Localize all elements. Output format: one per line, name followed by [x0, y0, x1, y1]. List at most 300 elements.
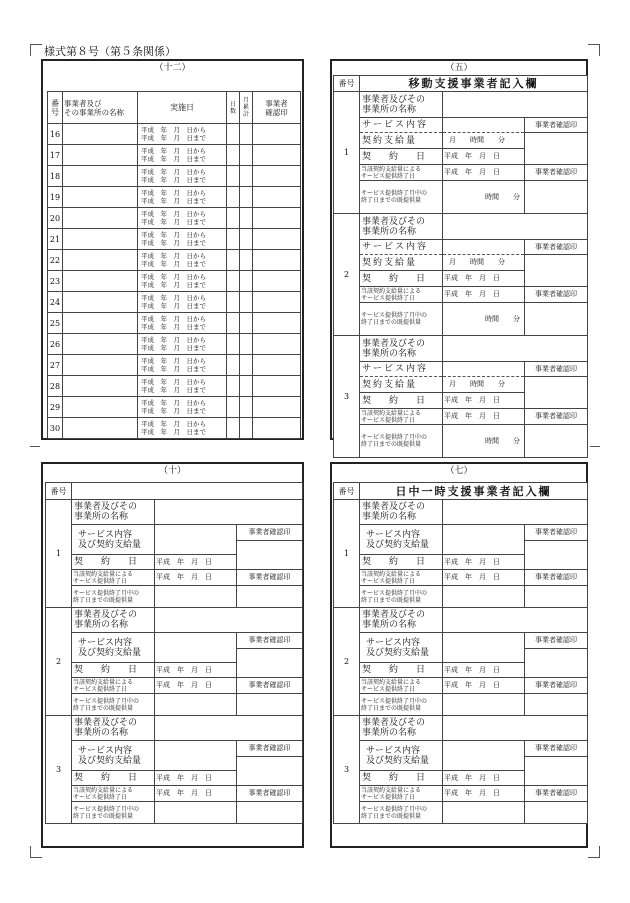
- days-cell[interactable]: [227, 334, 240, 355]
- used-amount-label: サービス提供終了月中の 終了日までの既提供量: [360, 802, 443, 824]
- provider-value[interactable]: [443, 92, 588, 118]
- contract-date-value[interactable]: 平成 年 月 日: [443, 393, 525, 409]
- contract-date-label: 契 約 日: [72, 771, 155, 786]
- provision-end-label: 当該契約支給量による サービス提供終了日: [360, 570, 443, 586]
- seal-cell[interactable]: [237, 802, 303, 824]
- contract-date-label: 契 約 日: [360, 771, 443, 786]
- entry-row: [46, 570, 303, 586]
- used-amount-value[interactable]: 時間 分: [443, 303, 525, 336]
- row-number: 29: [48, 397, 63, 418]
- date-to: 平成 年 月 日まで: [141, 281, 206, 289]
- service-value[interactable]: [443, 525, 525, 555]
- entry-row: [334, 608, 588, 633]
- used-amount-value[interactable]: [155, 586, 237, 608]
- provider-cell[interactable]: [63, 376, 138, 397]
- service-label: サービス内容: [360, 240, 443, 255]
- seal-label: 事業者確認印: [237, 786, 303, 802]
- service-label: サービス内容: [360, 118, 443, 133]
- seal-label: 事業者確認印: [525, 362, 588, 377]
- seal-label: 事業者確認印: [237, 525, 303, 541]
- row-number: 25: [48, 313, 63, 334]
- seal-cell[interactable]: [253, 355, 301, 376]
- monthly-total-cell[interactable]: [240, 292, 253, 313]
- provider-value[interactable]: [155, 716, 303, 741]
- entry-row: [46, 678, 303, 694]
- entry-row: [334, 336, 588, 362]
- seal-cell[interactable]: [253, 376, 301, 397]
- date-to: 平成 年 月 日まで: [141, 407, 206, 415]
- provision-end-value[interactable]: 平成 年 月 日: [443, 409, 525, 425]
- seal-label: 事業者確認印: [525, 118, 588, 133]
- contract-date-label: 契 約 日: [72, 555, 155, 570]
- table-row: [48, 250, 301, 271]
- service-label: サービス内容 及び契約支給量: [72, 525, 155, 555]
- used-amount-label: サービス提供終了月中の 終了日までの既提供量: [360, 425, 443, 458]
- service-label: サービス内容: [360, 362, 443, 377]
- entry-row: [334, 287, 588, 303]
- date-range-cell[interactable]: [138, 187, 227, 208]
- provider-cell[interactable]: [63, 355, 138, 376]
- date-to: 平成 年 月 日まで: [141, 344, 206, 352]
- seal-cell[interactable]: [253, 418, 301, 439]
- table-row: [48, 292, 301, 313]
- provider-cell[interactable]: [63, 166, 138, 187]
- seal-cell[interactable]: [525, 541, 588, 570]
- date-range-cell[interactable]: [138, 145, 227, 166]
- service-value[interactable]: [155, 633, 237, 663]
- provider-label: 事業者及びその 事業所の名称: [360, 336, 443, 362]
- seal-cell[interactable]: [525, 133, 588, 165]
- table-row: [48, 334, 301, 355]
- contract-date-value[interactable]: 平成 年 月 日: [443, 771, 525, 786]
- date-from: 平成 年 月 日から: [141, 252, 206, 260]
- monthly-total-cell[interactable]: [240, 187, 253, 208]
- contract-amount-label: 契約支給量: [360, 377, 443, 393]
- seal-cell[interactable]: [253, 334, 301, 355]
- row-number: 26: [48, 334, 63, 355]
- date-to: 平成 年 月 日まで: [141, 302, 206, 310]
- used-amount-value[interactable]: 時間 分: [443, 181, 525, 214]
- entry-row: [334, 255, 588, 271]
- entry-row: [334, 786, 588, 802]
- provider-value[interactable]: [443, 500, 588, 525]
- crop-mark-mid-left: [30, 446, 40, 447]
- contract-date-value[interactable]: 平成 年 月 日: [443, 149, 525, 165]
- provider-cell[interactable]: [63, 124, 138, 145]
- date-from: 平成 年 月 日から: [141, 399, 206, 407]
- entry-number: 2: [334, 608, 360, 716]
- seal-cell[interactable]: [253, 271, 301, 292]
- panel-5-title: （五）: [445, 63, 473, 73]
- days-cell[interactable]: [227, 313, 240, 334]
- provider-cell[interactable]: [63, 313, 138, 334]
- row-number: 21: [48, 229, 63, 250]
- seal-label: 事業者確認印: [525, 678, 588, 694]
- date-range-cell[interactable]: [138, 376, 227, 397]
- service-value[interactable]: [155, 525, 237, 555]
- provision-end-value[interactable]: 平成 年 月 日: [443, 678, 525, 694]
- contract-date-value[interactable]: 平成 年 月 日: [443, 555, 525, 570]
- date-range-cell[interactable]: [138, 292, 227, 313]
- contract-amount-value[interactable]: 月 時間 分: [443, 133, 525, 149]
- entry-number: 2: [334, 214, 360, 336]
- panel-10-heading-blank: [72, 483, 303, 500]
- seal-cell[interactable]: [525, 425, 588, 458]
- seal-cell[interactable]: [253, 187, 301, 208]
- entry-row: [334, 586, 588, 597]
- monthly-total-cell[interactable]: [240, 334, 253, 355]
- entry-row: [334, 362, 588, 377]
- entry-row: [46, 608, 303, 633]
- seal-cell[interactable]: [253, 250, 301, 271]
- date-range-cell[interactable]: [138, 208, 227, 229]
- days-cell[interactable]: [227, 229, 240, 250]
- service-contract-table-10: [45, 482, 303, 824]
- provider-cell[interactable]: [63, 292, 138, 313]
- entry-row: [46, 694, 303, 705]
- monthly-total-cell[interactable]: [240, 229, 253, 250]
- table-row: [48, 229, 301, 250]
- date-from: 平成 年 月 日から: [141, 168, 206, 176]
- table-row: [48, 376, 301, 397]
- entry-row: [334, 118, 588, 133]
- provider-value[interactable]: [155, 608, 303, 633]
- provision-end-value[interactable]: 平成 年 月 日: [443, 165, 525, 181]
- entry-number: 1: [46, 500, 72, 608]
- used-amount-value[interactable]: [155, 802, 237, 824]
- seal-cell[interactable]: [525, 377, 588, 409]
- monthly-total-cell[interactable]: [240, 313, 253, 334]
- date-range-cell[interactable]: [138, 124, 227, 145]
- entry-row: [334, 525, 588, 541]
- entry-number: 2: [46, 608, 72, 716]
- entry-row: [334, 409, 588, 425]
- service-value[interactable]: [155, 741, 237, 771]
- entry-row: [46, 586, 303, 597]
- contract-date-label: 契 約 日: [360, 663, 443, 678]
- row-number: 22: [48, 250, 63, 271]
- entry-row: [334, 741, 588, 757]
- contract-date-label: 契 約 日: [360, 393, 443, 409]
- date-from: 平成 年 月 日から: [141, 147, 206, 155]
- provision-end-value[interactable]: 平成 年 月 日: [155, 570, 237, 586]
- used-amount-value[interactable]: [155, 694, 237, 716]
- provision-end-label: 当該契約支給量による サービス提供終了日: [360, 287, 443, 303]
- header-provider: 事業者及び その事業所の名称: [63, 92, 138, 124]
- provider-label: 事業者及びその 事業所の名称: [72, 500, 155, 525]
- contract-date-label: 契 約 日: [72, 663, 155, 678]
- provider-cell[interactable]: [63, 187, 138, 208]
- used-amount-value[interactable]: [443, 694, 525, 716]
- seal-cell[interactable]: [525, 757, 588, 786]
- entry-number: 3: [334, 336, 360, 458]
- row-number: 28: [48, 376, 63, 397]
- seal-cell[interactable]: [525, 586, 588, 608]
- seal-cell[interactable]: [253, 229, 301, 250]
- days-cell[interactable]: [227, 166, 240, 187]
- provider-label: 事業者及びその 事業所の名称: [72, 716, 155, 741]
- seal-label: 事業者確認印: [525, 409, 588, 425]
- number-header: 番号: [46, 483, 72, 500]
- number-header: 番号: [334, 76, 360, 92]
- contract-date-value[interactable]: 平成 年 月 日: [155, 663, 237, 678]
- days-cell[interactable]: [227, 250, 240, 271]
- monthly-total-cell[interactable]: [240, 124, 253, 145]
- date-range-cell[interactable]: [138, 334, 227, 355]
- provider-cell[interactable]: [63, 250, 138, 271]
- used-amount-label: サービス提供終了月中の 終了日までの既提供量: [360, 181, 443, 214]
- entry-number: 3: [334, 716, 360, 824]
- used-amount-label: サービス提供終了月中の 終了日までの既提供量: [360, 303, 443, 336]
- provision-end-value[interactable]: 平成 年 月 日: [443, 287, 525, 303]
- panel-10-title: （十）: [158, 466, 186, 476]
- panel-10: [41, 462, 304, 848]
- daytime-support-heading: 日中一時支援事業者記入欄: [360, 483, 588, 500]
- date-from: 平成 年 月 日から: [141, 315, 206, 323]
- used-amount-value[interactable]: [443, 802, 525, 824]
- date-to: 平成 年 月 日まで: [141, 260, 206, 268]
- table-row: [48, 145, 301, 166]
- contract-date-value[interactable]: 平成 年 月 日: [155, 771, 237, 786]
- date-range-cell[interactable]: [138, 166, 227, 187]
- seal-cell[interactable]: [237, 649, 303, 678]
- header-seal: 事業者 確認印: [253, 92, 301, 124]
- seal-cell[interactable]: [237, 757, 303, 786]
- seal-cell[interactable]: [525, 802, 588, 824]
- seal-cell[interactable]: [253, 292, 301, 313]
- provider-cell[interactable]: [63, 418, 138, 439]
- mobility-support-heading: 移動支援事業者記入欄: [360, 76, 588, 92]
- provider-value[interactable]: [443, 716, 588, 741]
- panel-5: [330, 59, 588, 448]
- crop-mark-top-left: [30, 44, 42, 56]
- seal-label: 事業者確認印: [525, 786, 588, 802]
- days-cell[interactable]: [227, 124, 240, 145]
- contract-date-value[interactable]: 平成 年 月 日: [443, 663, 525, 678]
- provider-cell[interactable]: [63, 208, 138, 229]
- seal-cell[interactable]: [253, 313, 301, 334]
- provision-end-value[interactable]: 平成 年 月 日: [443, 570, 525, 586]
- provision-end-label: 当該契約支給量による サービス提供終了日: [72, 786, 155, 802]
- seal-cell[interactable]: [525, 181, 588, 214]
- provider-label: 事業者及びその 事業所の名称: [360, 608, 443, 633]
- monthly-total-cell[interactable]: [240, 271, 253, 292]
- used-amount-label: サービス提供終了月中の 終了日までの既提供量: [72, 802, 155, 824]
- date-to: 平成 年 月 日まで: [141, 155, 206, 163]
- date-range-cell[interactable]: [138, 229, 227, 250]
- days-cell[interactable]: [227, 376, 240, 397]
- days-cell[interactable]: [227, 355, 240, 376]
- monthly-total-cell[interactable]: [240, 145, 253, 166]
- table-row: [48, 313, 301, 334]
- seal-label: 事業者確認印: [525, 570, 588, 586]
- date-range-cell[interactable]: [138, 250, 227, 271]
- header-days: 日 数: [227, 92, 240, 124]
- seal-label: 事業者確認印: [525, 525, 588, 541]
- daytime-support-table: [333, 482, 588, 824]
- date-from: 平成 年 月 日から: [141, 189, 206, 197]
- monthly-total-cell[interactable]: [240, 376, 253, 397]
- row-number: 17: [48, 145, 63, 166]
- date-from: 平成 年 月 日から: [141, 126, 206, 134]
- panel-12: [41, 59, 304, 440]
- monthly-total-cell[interactable]: [240, 418, 253, 439]
- header-number: 番 号: [48, 92, 63, 124]
- days-cell[interactable]: [227, 397, 240, 418]
- seal-cell[interactable]: [253, 208, 301, 229]
- provider-cell[interactable]: [63, 145, 138, 166]
- service-value[interactable]: [443, 240, 525, 255]
- date-from: 平成 年 月 日から: [141, 420, 206, 428]
- entry-row: [334, 678, 588, 694]
- date-range-cell[interactable]: [138, 313, 227, 334]
- provider-label: 事業者及びその 事業所の名称: [360, 92, 443, 118]
- days-cell[interactable]: [227, 418, 240, 439]
- entry-number: 1: [334, 500, 360, 608]
- seal-cell[interactable]: [525, 649, 588, 678]
- contract-date-value[interactable]: 平成 年 月 日: [443, 271, 525, 287]
- days-cell[interactable]: [227, 271, 240, 292]
- provision-end-label: 当該契約支給量による サービス提供終了日: [72, 678, 155, 694]
- provision-end-label: 当該契約支給量による サービス提供終了日: [360, 786, 443, 802]
- seal-cell[interactable]: [525, 303, 588, 336]
- contract-amount-value[interactable]: 月 時間 分: [443, 255, 525, 271]
- date-to: 平成 年 月 日まで: [141, 218, 206, 226]
- table-row: [48, 208, 301, 229]
- seal-cell[interactable]: [525, 255, 588, 287]
- provider-cell[interactable]: [63, 334, 138, 355]
- table-row: [48, 271, 301, 292]
- table-row: [48, 187, 301, 208]
- provision-end-label: 当該契約支給量による サービス提供終了日: [360, 678, 443, 694]
- entry-row: [334, 633, 588, 649]
- date-to: 平成 年 月 日まで: [141, 323, 206, 331]
- contract-date-label: 契 約 日: [360, 271, 443, 287]
- seal-cell[interactable]: [237, 541, 303, 570]
- seal-cell[interactable]: [237, 586, 303, 608]
- used-amount-value[interactable]: [443, 586, 525, 608]
- service-label: サービス内容 及び契約支給量: [360, 633, 443, 663]
- entry-row: [46, 802, 303, 813]
- days-cell[interactable]: [227, 145, 240, 166]
- provision-end-value[interactable]: 平成 年 月 日: [443, 786, 525, 802]
- entry-row: [334, 500, 588, 525]
- seal-cell[interactable]: [253, 145, 301, 166]
- contract-date-value[interactable]: 平成 年 月 日: [155, 555, 237, 570]
- entry-row: [334, 716, 588, 741]
- provision-end-label: 当該契約支給量による サービス提供終了日: [72, 570, 155, 586]
- used-amount-label: サービス提供終了月中の 終了日までの既提供量: [360, 586, 443, 608]
- panel-7-title: （七）: [445, 466, 473, 476]
- entry-number: 3: [46, 716, 72, 824]
- provider-cell[interactable]: [63, 229, 138, 250]
- monthly-total-cell[interactable]: [240, 355, 253, 376]
- used-amount-label: サービス提供終了月中の 終了日までの既提供量: [72, 586, 155, 608]
- date-from: 平成 年 月 日から: [141, 273, 206, 281]
- row-number: 16: [48, 124, 63, 145]
- entry-row: [334, 303, 588, 319]
- monthly-total-cell[interactable]: [240, 208, 253, 229]
- monthly-total-cell[interactable]: [240, 250, 253, 271]
- seal-label: 事業者確認印: [237, 633, 303, 649]
- service-label: サービス内容 及び契約支給量: [360, 525, 443, 555]
- date-to: 平成 年 月 日まで: [141, 176, 206, 184]
- days-cell[interactable]: [227, 208, 240, 229]
- date-from: 平成 年 月 日から: [141, 210, 206, 218]
- contract-amount-value[interactable]: 月 時間 分: [443, 377, 525, 393]
- service-value[interactable]: [443, 118, 525, 133]
- crop-mark-top-right: [588, 44, 600, 56]
- days-cell[interactable]: [227, 187, 240, 208]
- service-value[interactable]: [443, 633, 525, 663]
- entry-row: [46, 786, 303, 802]
- date-range-cell[interactable]: [138, 355, 227, 376]
- entry-row: [334, 694, 588, 705]
- table-row: [48, 166, 301, 187]
- days-cell[interactable]: [227, 292, 240, 313]
- seal-label: 事業者確認印: [237, 678, 303, 694]
- provision-end-label: 当該契約支給量による サービス提供終了日: [360, 409, 443, 425]
- row-number: 24: [48, 292, 63, 313]
- entry-row: [46, 525, 303, 541]
- provider-cell[interactable]: [63, 271, 138, 292]
- seal-cell[interactable]: [253, 166, 301, 187]
- used-amount-value[interactable]: 時間 分: [443, 425, 525, 458]
- entry-row: [334, 570, 588, 586]
- service-label: サービス内容 及び契約支給量: [360, 741, 443, 771]
- date-range-cell[interactable]: [138, 397, 227, 418]
- provider-value[interactable]: [443, 608, 588, 633]
- entry-row: [46, 741, 303, 757]
- date-to: 平成 年 月 日まで: [141, 365, 206, 373]
- header-monthly-total: 月 累 計: [240, 92, 253, 124]
- date-range-cell[interactable]: [138, 271, 227, 292]
- seal-cell[interactable]: [253, 124, 301, 145]
- monthly-total-cell[interactable]: [240, 397, 253, 418]
- seal-label: 事業者確認印: [525, 240, 588, 255]
- monthly-total-cell[interactable]: [240, 166, 253, 187]
- seal-cell[interactable]: [253, 397, 301, 418]
- seal-label: 事業者確認印: [237, 570, 303, 586]
- header-dates: 実施日: [138, 92, 227, 124]
- entry-row: [46, 633, 303, 649]
- provider-value[interactable]: [155, 500, 303, 525]
- provider-label: 事業者及びその 事業所の名称: [360, 500, 443, 525]
- date-from: 平成 年 月 日から: [141, 378, 206, 386]
- provider-cell[interactable]: [63, 397, 138, 418]
- document-title: 様式第８号（第５条関係）: [44, 45, 176, 58]
- contract-amount-label: 契約支給量: [360, 133, 443, 149]
- row-number: 19: [48, 187, 63, 208]
- seal-cell[interactable]: [525, 694, 588, 716]
- entry-row: [46, 500, 303, 525]
- entry-number: 1: [334, 92, 360, 214]
- provision-end-value[interactable]: 平成 年 月 日: [155, 678, 237, 694]
- panel-12-title: （十二）: [154, 63, 191, 73]
- service-value[interactable]: [443, 741, 525, 771]
- service-value[interactable]: [443, 362, 525, 377]
- provider-value[interactable]: [443, 336, 588, 362]
- provision-end-value[interactable]: 平成 年 月 日: [155, 786, 237, 802]
- seal-cell[interactable]: [237, 694, 303, 716]
- date-range-cell[interactable]: [138, 418, 227, 439]
- date-to: 平成 年 月 日まで: [141, 428, 206, 436]
- seal-label: 事業者確認印: [237, 741, 303, 757]
- entry-row: [334, 425, 588, 441]
- mobility-support-table: [333, 75, 588, 458]
- date-to: 平成 年 月 日まで: [141, 134, 206, 142]
- provider-value[interactable]: [443, 214, 588, 240]
